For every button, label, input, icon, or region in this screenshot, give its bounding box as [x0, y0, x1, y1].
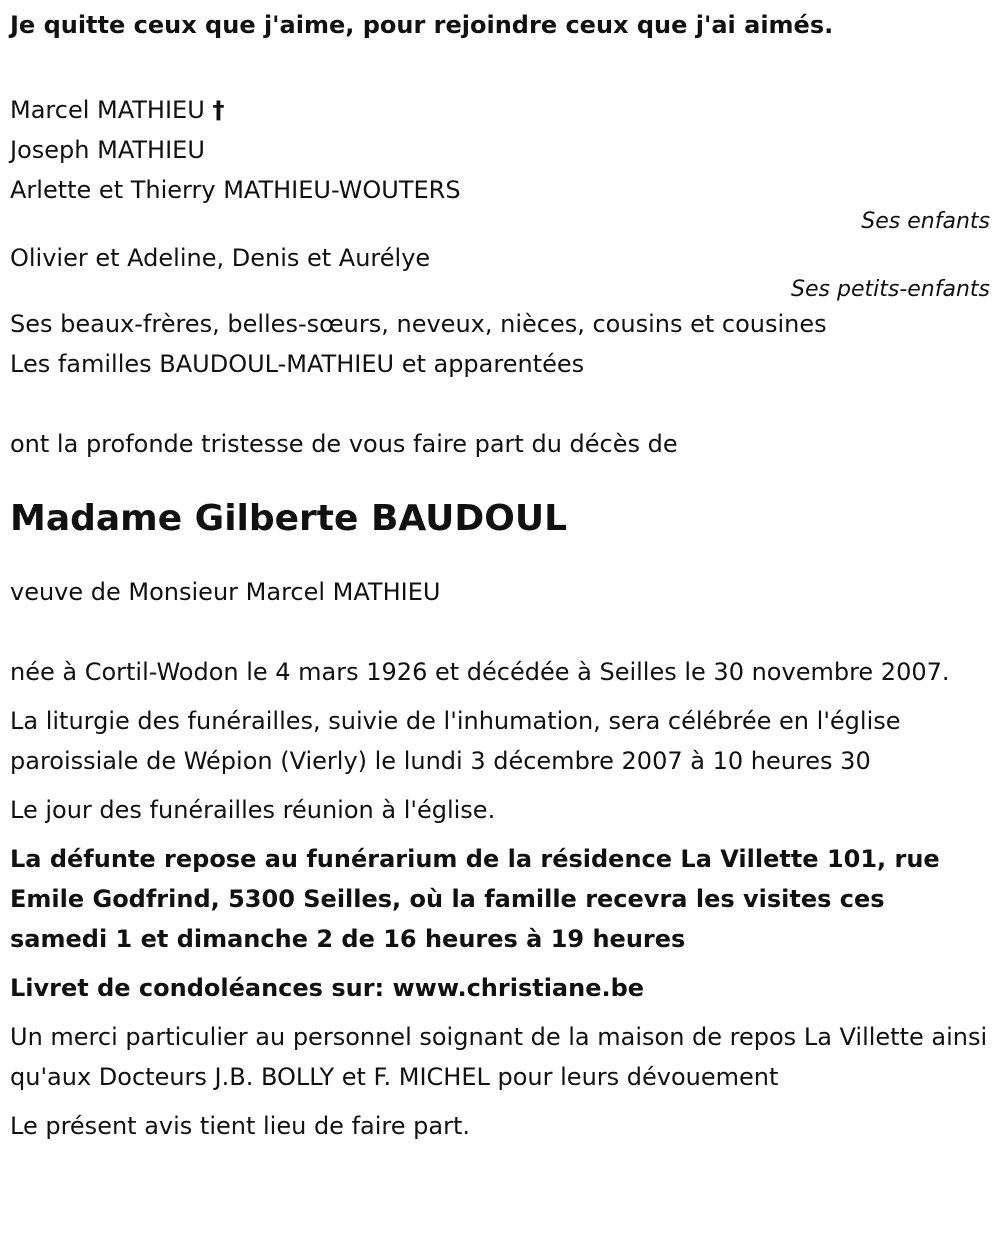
relatives-1: Ses beaux-frères, belles-sœurs, neveux, nièces, cousins et cousines [10, 310, 827, 338]
spacer [10, 384, 990, 424]
condolences: Livret de condoléances sur: www.christiane.be [10, 974, 645, 1002]
meeting: Le jour des funérailles réunion à l'église. [10, 796, 496, 824]
liturgy: La liturgie des funérailles, suivie de l'inhumation, sera célébrée en l'église paroissiale de Wépion (Vierly) le lundi 3 décembre 2007 à 10 heures 30 [10, 707, 901, 775]
thanks: Un merci particulier au personnel soignant de la maison de repos La Villette ainsi qu'aux Docteurs J.B. BOLLY et F. MICHEL pour leurs dévouement [10, 1023, 988, 1091]
relatives-2: Les familles BAUDOUL-MATHIEU et apparentées [10, 350, 585, 378]
announcement: ont la profonde tristesse de vous faire part du décès de [10, 430, 678, 458]
deceased-name: Madame Gilberte BAUDOUL [10, 498, 568, 539]
spacer [10, 612, 990, 652]
death-notice [10, 0, 990, 1146]
child-2: Joseph MATHIEU [10, 136, 205, 164]
child-3: Arlette et Thierry MATHIEU-WOUTERS [10, 176, 461, 204]
grandchildren: Olivier et Adeline, Denis et Aurélye [10, 244, 431, 272]
spacer [10, 45, 990, 90]
children-role: Ses enfants [861, 209, 990, 234]
repose: La défunte repose au funérarium de la résidence La Villette 101, rue Emile Godfrind, 5300 Seilles, où la famille recevra les visites ces samedi 1 et dimanche 2 de 16 heures à 19 heures [10, 845, 940, 953]
cross-icon: † [212, 96, 225, 124]
grandchildren-role: Ses petits-enfants [791, 277, 990, 302]
closing: Le présent avis tient lieu de faire part. [10, 1112, 470, 1140]
spacer [10, 464, 990, 494]
widow-of: veuve de Monsieur Marcel MATHIEU [10, 578, 441, 606]
birth-death: née à Cortil-Wodon le 4 mars 1926 et décédée à Seilles le 30 novembre 2007. [10, 658, 950, 686]
spacer [10, 544, 990, 572]
child-1 [10, 90, 990, 130]
child-1-name: Marcel MATHIEU [10, 96, 205, 124]
motto: Je quitte ceux que j'aime, pour rejoindre ceux que j'ai aimés. [10, 11, 834, 39]
